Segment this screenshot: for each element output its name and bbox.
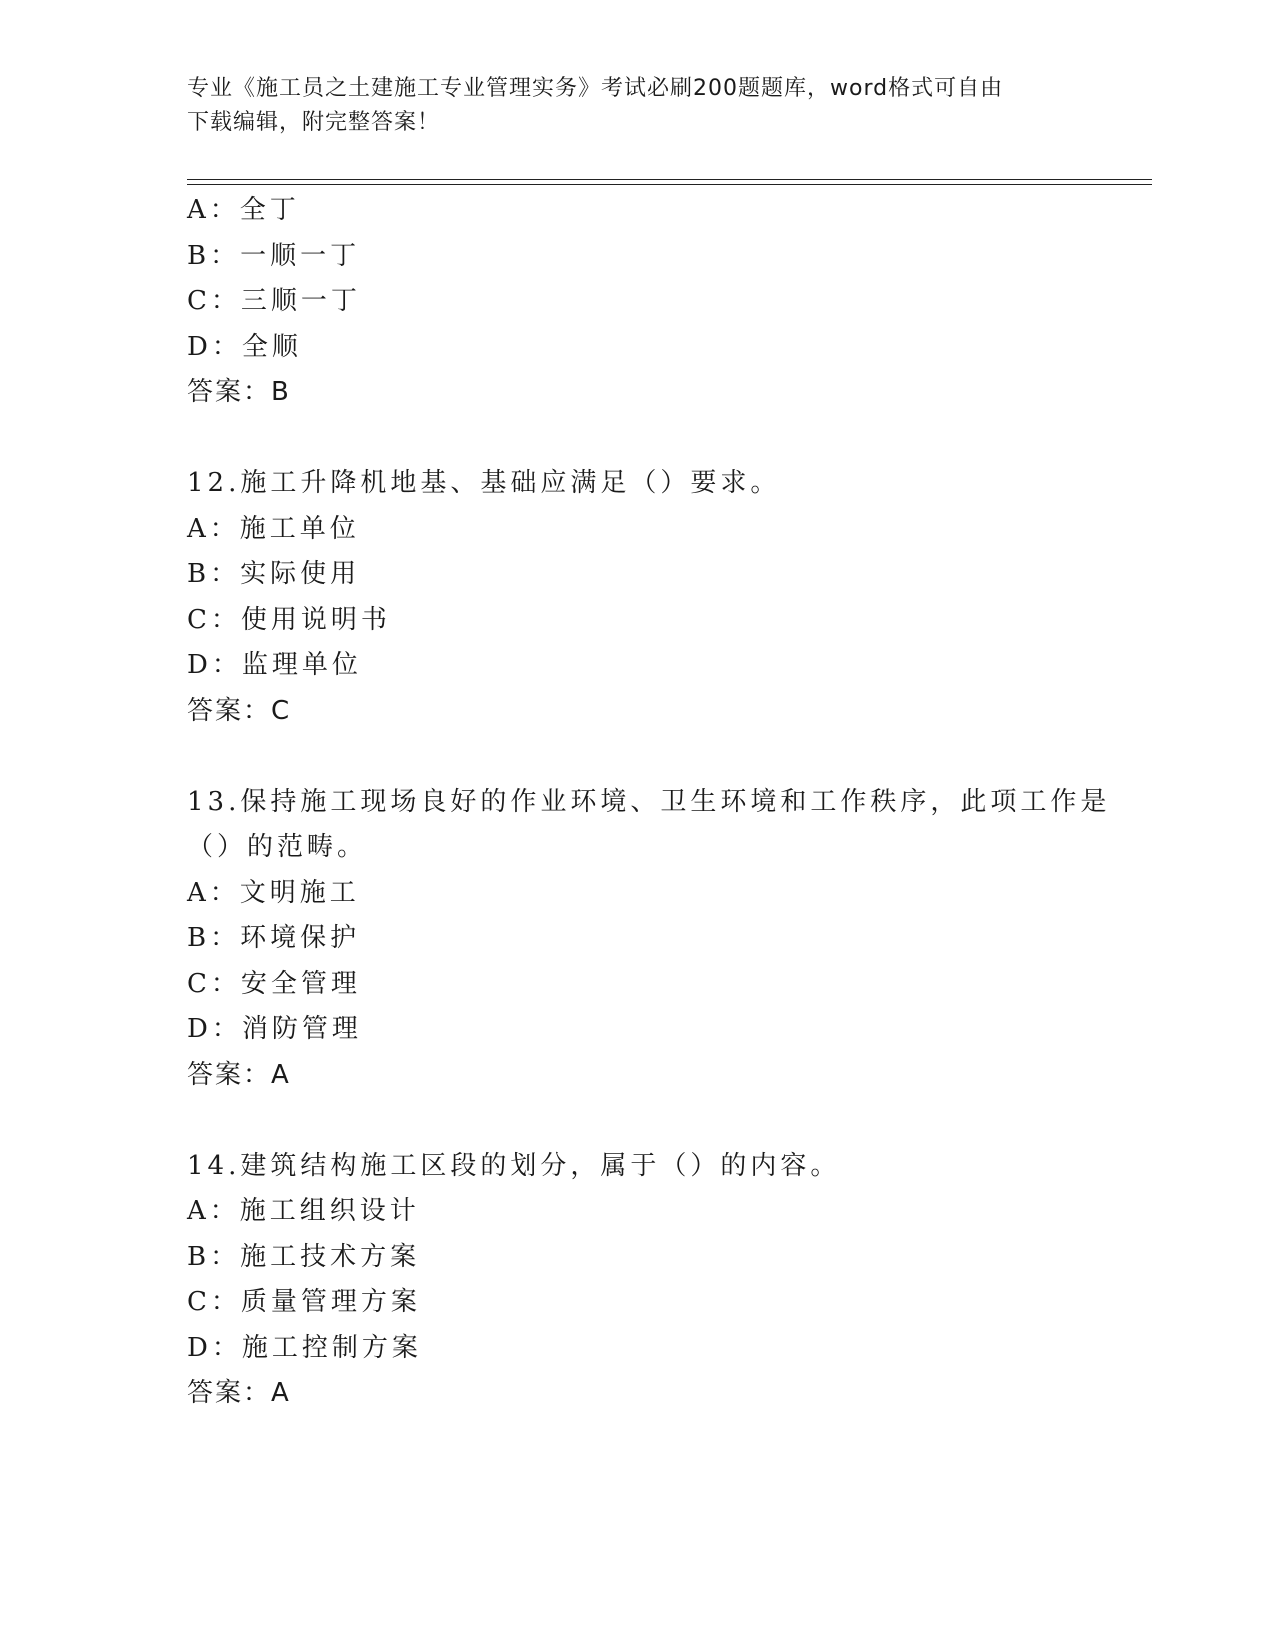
option-c: C：使用说明书 <box>187 604 391 635</box>
option-a: A：施工单位 <box>187 513 360 544</box>
question-block-13 <box>187 780 1127 1099</box>
answer-text: 答案：B <box>187 377 291 407</box>
document-header <box>187 72 1087 140</box>
option-b: B：环境保护 <box>187 923 361 953</box>
header-line-2: 下载编辑，附完整答案！ <box>187 110 441 135</box>
header-divider-bottom <box>187 184 1152 185</box>
option-b: B：实际使用 <box>187 559 361 589</box>
question-gap <box>187 1098 1127 1144</box>
question-stem-continued: （）的范畴。 <box>187 832 368 862</box>
option-c: C：质量管理方案 <box>187 1287 421 1317</box>
option-a: A：全丁 <box>187 195 300 225</box>
option-a: A：施工组织设计 <box>187 1196 420 1226</box>
option-d: D：消防管理 <box>187 1014 362 1044</box>
question-block-prev <box>187 188 1127 416</box>
option-c: C：安全管理 <box>187 968 361 999</box>
answer-text: 答案：A <box>187 1378 291 1408</box>
answer-text: 答案：A <box>187 1059 291 1090</box>
question-stem: 12.施工升降机地基、基础应满足（）要求。 <box>187 468 781 498</box>
header-divider-top <box>187 179 1152 180</box>
question-block-14 <box>187 1144 1127 1417</box>
question-gap <box>187 416 1127 462</box>
question-list <box>187 188 1127 1417</box>
answer-text: 答案：C <box>187 695 292 726</box>
option-a: A：文明施工 <box>187 877 360 908</box>
question-block-12 <box>187 461 1127 734</box>
question-stem: 13.保持施工现场良好的作业环境、卫生环境和工作秩序，此项工作是 <box>187 786 1111 817</box>
option-c: C：三顺一丁 <box>187 286 361 316</box>
option-d: D：监理单位 <box>187 650 362 680</box>
option-d: D：全顺 <box>187 331 302 362</box>
question-gap <box>187 734 1127 780</box>
option-b: B：一顺一丁 <box>187 240 361 271</box>
header-line-1: 专业《施工员之土建施工专业管理实务》考试必刷200题题库，word格式可自由 <box>187 76 1004 101</box>
question-stem: 14.建筑结构施工区段的划分，属于（）的内容。 <box>187 1150 841 1181</box>
option-b: B：施工技术方案 <box>187 1241 421 1272</box>
option-d: D：施工控制方案 <box>187 1332 422 1363</box>
